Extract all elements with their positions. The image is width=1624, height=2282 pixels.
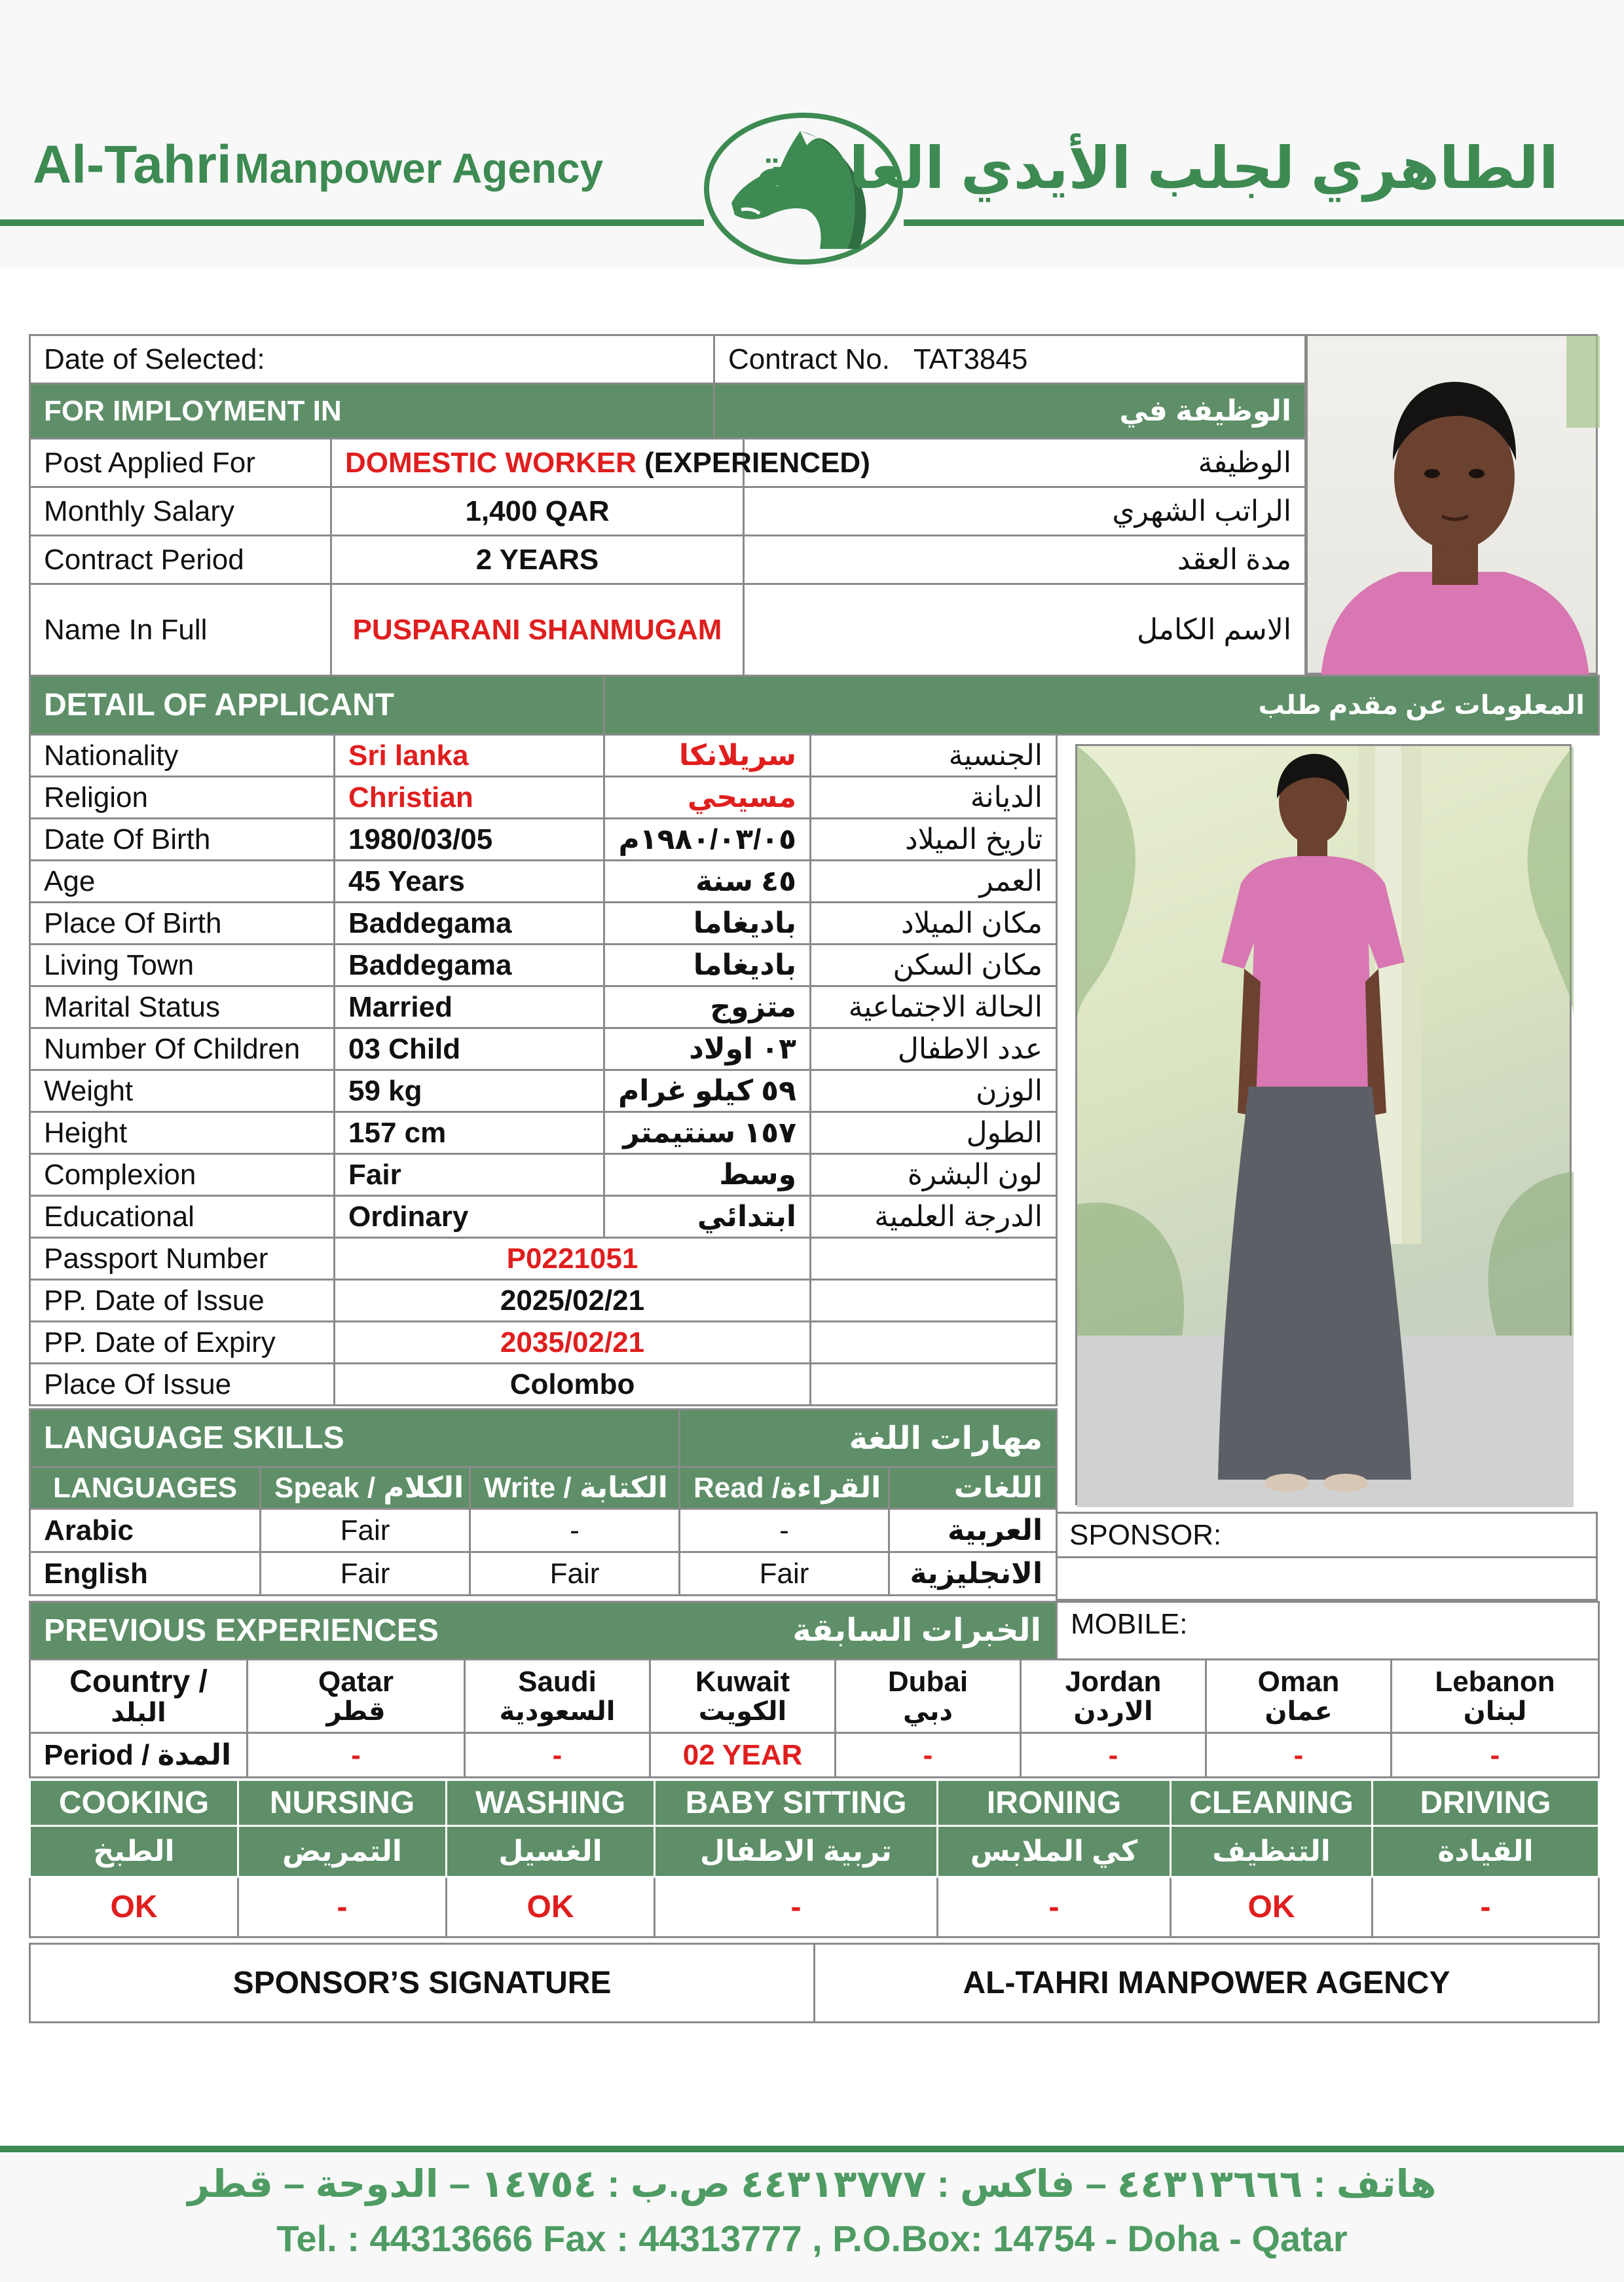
skill-name: BABY SITTING [655, 1780, 938, 1826]
country-period: - [1392, 1733, 1599, 1778]
language-column-header: Read /القراءة [680, 1467, 889, 1509]
country-name-ar: الكويت [698, 1696, 787, 1726]
experience-title: PREVIOUS EXPERIENCES [44, 1613, 439, 1648]
period-label-cell [30, 536, 331, 584]
full-body-photo [1075, 744, 1572, 1505]
sponsor-signature-cell[interactable] [30, 1944, 815, 2023]
salary-label-ar: الراتب الشهري [1112, 495, 1292, 527]
applicant-field-label-ar: الطول [811, 1112, 1057, 1154]
sponsor-signature-label: SPONSOR’S SIGNATURE [232, 1966, 612, 2000]
language-title-ar: مهارات اللغة [849, 1421, 1043, 1456]
skill-name-ar: القيادة [1373, 1826, 1599, 1877]
post-value-cell [331, 439, 870, 487]
applicant-field-value-ar: ٤٥ سنة [604, 861, 811, 903]
applicant-field-label-ar: العمر [811, 861, 1057, 903]
name-label-cell [30, 584, 331, 676]
applicant-field-label-ar: مكان الميلاد [811, 903, 1057, 945]
language-rows [30, 1509, 1057, 1596]
country-period: - [1021, 1733, 1206, 1778]
country-period: - [465, 1733, 650, 1778]
post-label-ar: الوظيفة [1198, 447, 1292, 479]
applicant-field-value: Fair [335, 1154, 604, 1196]
applicant-field-value: Christian [335, 777, 604, 819]
country-name: Dubai [887, 1666, 969, 1698]
country-period: - [836, 1733, 1021, 1778]
applicant-field-label: Living Town [30, 945, 335, 986]
country-cell [465, 1660, 650, 1733]
language-header [30, 1410, 680, 1467]
language-speak: Fair [261, 1509, 470, 1552]
name-value-cell [331, 584, 744, 676]
mobile-label: MOBILE: [1071, 1608, 1188, 1640]
skill-value: - [938, 1877, 1171, 1937]
portrait-figure [1308, 336, 1600, 677]
salary-label: Monthly Salary [44, 495, 235, 527]
applicant-field-label: Educational [30, 1196, 335, 1238]
country-cell [650, 1660, 836, 1733]
applicant-field-value-ar: ١٥٧ سنتيمتر [604, 1112, 811, 1154]
header-rule-right [904, 219, 1624, 226]
applicant-field-value: Sri lanka [335, 735, 604, 777]
passport-field-label: Passport Number [30, 1238, 335, 1280]
salary-value-cell [331, 487, 744, 536]
language-column-headers [30, 1467, 1057, 1509]
country-name-ar: دبي [902, 1696, 953, 1726]
letterhead [0, 0, 1624, 269]
applicant-field-label: Place Of Birth [30, 903, 335, 945]
country-label: Country / [69, 1664, 208, 1700]
country-name-ar: السعودية [499, 1696, 616, 1726]
applicant-field-label-ar: الديانة [811, 777, 1057, 819]
experience-title-ar: الخبرات السابقة [792, 1613, 1041, 1648]
brand-name-main: Al-Tahri [33, 135, 232, 195]
skill-name: COOKING [30, 1780, 238, 1826]
country-name-ar: الاردن [1073, 1696, 1153, 1726]
passport-field-blank [811, 1238, 1057, 1280]
skill-value: - [238, 1877, 447, 1937]
country-header-cell [30, 1660, 248, 1733]
applicant-field-label-ar: لون البشرة [811, 1154, 1057, 1196]
applicant-field-value: Baddegama [335, 903, 604, 945]
language-name: English [30, 1552, 261, 1596]
passport-field-label: PP. Date of Expiry [30, 1322, 335, 1364]
passport-field-blank [811, 1364, 1057, 1406]
passport-field-value: Colombo [335, 1364, 811, 1406]
name-label-ar: الاسم الكامل [1137, 614, 1292, 646]
applicant-field-label-ar: مكان السكن [811, 945, 1057, 986]
language-row [30, 1552, 1057, 1596]
brand-name-arabic: الطاهري لجلب الأيدي العاملة [754, 136, 1559, 200]
employment-title: FOR IMPLOYMENT IN [44, 394, 342, 427]
applicant-field-label: Height [30, 1112, 335, 1154]
signature-table [29, 1943, 1600, 2023]
country-period: - [248, 1733, 465, 1778]
skill-name-ar: الطبخ [30, 1826, 238, 1877]
applicant-field-value: Ordinary [335, 1196, 604, 1238]
applicant-field-label: Complexion [30, 1154, 335, 1196]
applicant-field-value-ar: ١٩٨٠/٠٣/٠٥م [604, 819, 811, 861]
name-label-ar-cell [744, 584, 1306, 676]
language-column-header: اللغات [889, 1467, 1057, 1509]
employment-header-ar [714, 384, 1306, 439]
applicant-title-ar: المعلومات عن مقدم طلب [1258, 690, 1585, 720]
passport-field-label: PP. Date of Issue [30, 1280, 335, 1322]
period-label-ar: مدة العقد [1177, 544, 1292, 576]
sponsor-box [1056, 1512, 1598, 1556]
applicant-title: DETAIL OF APPLICANT [44, 688, 395, 722]
skills-english-row [30, 1780, 1599, 1826]
language-read: - [680, 1509, 889, 1552]
post-qualifier: (EXPERIENCED) [644, 446, 870, 479]
skill-value: OK [30, 1877, 238, 1937]
experience-header [30, 1602, 1057, 1660]
skill-name: CLEANING [1171, 1780, 1373, 1826]
skill-value: - [655, 1877, 938, 1937]
applicant-field-label-ar: تاريخ الميلاد [811, 819, 1057, 861]
sponsor-label: SPONSOR: [1069, 1519, 1222, 1551]
applicant-field-value: 03 Child [335, 1028, 604, 1070]
skills-value-row [30, 1877, 1599, 1937]
applicant-field-label: Weight [30, 1070, 335, 1112]
skill-value: OK [447, 1877, 655, 1937]
sponsor-blank [1056, 1556, 1598, 1601]
country-name-ar: قطر [326, 1696, 386, 1726]
country-name-ar: عمان [1264, 1696, 1333, 1726]
skill-name-ar: التنظيف [1171, 1826, 1373, 1877]
applicant-field-label-ar: الحالة الاجتماعية [811, 986, 1057, 1028]
language-write: Fair [470, 1552, 680, 1596]
country-name: Qatar [318, 1666, 394, 1698]
mobile-box [1057, 1602, 1599, 1660]
applicant-field-label: Religion [30, 777, 335, 819]
experience-header-table [29, 1601, 1600, 1660]
applicant-field-label-ar: الجنسية [811, 735, 1057, 777]
applicant-field-value-ar: باديغاما [604, 945, 811, 986]
experience-countries-row [30, 1660, 1599, 1733]
country-name-ar: لبنان [1463, 1696, 1527, 1726]
footer-rule [0, 2146, 1624, 2152]
applicant-field-value-ar: ٠٣ اولاد [604, 1028, 811, 1070]
skill-name-ar: الغسيل [447, 1826, 655, 1877]
salary-label-cell [30, 487, 331, 536]
applicant-field-value: 45 Years [335, 861, 604, 903]
applicant-field-value-ar: مسيحي [604, 777, 811, 819]
applicant-field-label: Number Of Children [30, 1028, 335, 1070]
country-cell [1206, 1660, 1392, 1733]
applicant-field-label: Age [30, 861, 335, 903]
applicant-field-value-ar: متزوج [604, 986, 811, 1028]
country-cell [1392, 1660, 1599, 1733]
country-name: Jordan [1065, 1666, 1162, 1698]
contract-cell [714, 335, 1306, 384]
passport-field-value: 2035/02/21 [335, 1322, 811, 1364]
salary-label-ar-cell [744, 487, 1306, 536]
full-name-value: PUSPARANI SHANMUGAM [352, 613, 722, 646]
salary-value: 1,400 QAR [465, 495, 610, 527]
applicant-field-value: Baddegama [335, 945, 604, 986]
period-label: Contract Period [44, 543, 244, 576]
language-header-ar [680, 1410, 1057, 1467]
country-period: - [1206, 1733, 1392, 1778]
language-column-header: LANGUAGES [30, 1467, 261, 1509]
passport-field-blank [811, 1322, 1057, 1364]
passport-field-value: P0221051 [335, 1238, 811, 1280]
skills-table [29, 1779, 1600, 1938]
full-body-figure [1077, 746, 1574, 1507]
skills-arabic-row [30, 1826, 1599, 1877]
skill-name-ar: التمريض [238, 1826, 447, 1877]
applicant-field-value: Married [335, 986, 604, 1028]
contract-label: Contract No. [728, 343, 890, 375]
applicant-field-value-ar: وسط [604, 1154, 811, 1196]
skill-name: IRONING [938, 1780, 1171, 1826]
skill-name: WASHING [447, 1780, 655, 1826]
date-selected-label: Date of Selected: [44, 343, 265, 375]
passport-field-label: Place Of Issue [30, 1364, 335, 1406]
applicant-field-value: 157 cm [335, 1112, 604, 1154]
country-cell [248, 1660, 465, 1733]
language-column-header: Speak / الكلام [261, 1467, 470, 1509]
post-label: Post Applied For [44, 446, 255, 479]
applicant-field-label-ar: الدرجة العلمية [811, 1196, 1057, 1238]
agency-signature-label: AL-TAHRI MANPOWER AGENCY [963, 1966, 1450, 2000]
country-cell [1021, 1660, 1206, 1733]
country-name: Oman [1257, 1666, 1340, 1698]
brand-name-english [33, 134, 603, 196]
applicant-field-label: Nationality [30, 735, 335, 777]
post-label-cell [30, 439, 331, 487]
skill-name: DRIVING [1373, 1780, 1599, 1826]
language-row [30, 1509, 1057, 1552]
applicant-field-label-ar: الوزن [811, 1070, 1057, 1112]
employment-header [30, 384, 714, 439]
period-row-label: Period / المدة [30, 1733, 248, 1778]
language-speak: Fair [261, 1552, 470, 1596]
language-column-header: Write / الكتابة [470, 1467, 680, 1509]
agency-signature-cell[interactable] [815, 1944, 1599, 2023]
contract-number: TAT3845 [913, 343, 1028, 375]
applicant-field-value-ar: باديغاما [604, 903, 811, 945]
skill-name: NURSING [238, 1780, 447, 1826]
skill-name-ar: تربية الاطفال [655, 1826, 938, 1877]
language-title: LANGUAGE SKILLS [44, 1421, 344, 1455]
passport-field-blank [811, 1280, 1057, 1322]
language-name-ar: الانجليزية [889, 1552, 1057, 1596]
applicant-field-value-ar: سريلانكا [604, 735, 811, 777]
country-name: Saudi [518, 1666, 597, 1698]
language-write: - [470, 1509, 680, 1552]
header-rule-left [0, 219, 704, 226]
applicant-header [30, 676, 604, 735]
applicant-header-ar [604, 676, 1599, 735]
period-value-cell [331, 536, 744, 584]
period-value: 2 YEARS [475, 543, 599, 576]
language-read: Fair [680, 1552, 889, 1596]
brand-name-rest: Manpower Agency [234, 145, 604, 192]
skill-value: OK [1171, 1877, 1373, 1937]
post-value: DOMESTIC WORKER [345, 446, 637, 479]
country-period: 02 YEAR [650, 1733, 836, 1778]
footer-contact-english: Tel. : 44313666 Fax : 44313777 , P.O.Box: 14754 - Doha - Qatar [276, 2218, 1348, 2259]
applicant-field-label-ar: عدد الاطفال [811, 1028, 1057, 1070]
portrait-photo [1306, 334, 1598, 675]
employment-table [29, 334, 1306, 677]
passport-field-value: 2025/02/21 [335, 1280, 811, 1322]
applicant-field-value-ar: ابتدائي [604, 1196, 811, 1238]
applicant-field-label: Marital Status [30, 986, 335, 1028]
experience-table [29, 1658, 1600, 1778]
country-name: Kuwait [695, 1666, 790, 1698]
applicant-field-value: 59 kg [335, 1070, 604, 1112]
language-name: Arabic [30, 1509, 261, 1552]
applicant-field-value-ar: ٥٩ كيلو غرام [604, 1070, 811, 1112]
country-name: Lebanon [1435, 1666, 1555, 1698]
experience-periods-row [30, 1733, 1599, 1778]
name-label: Name In Full [44, 613, 208, 646]
language-name-ar: العربية [889, 1509, 1057, 1552]
country-cell [836, 1660, 1021, 1733]
language-table [29, 1408, 1058, 1596]
country-label-ar: البلد [111, 1698, 166, 1727]
applicant-field-value: 1980/03/05 [335, 819, 604, 861]
employment-title-ar: الوظيفة في [1119, 395, 1292, 427]
skill-value: - [1373, 1877, 1599, 1937]
applicant-field-label: Date Of Birth [30, 819, 335, 861]
skill-name-ar: كي الملابس [938, 1826, 1171, 1877]
period-label-ar-cell [744, 536, 1306, 584]
footer-contact-arabic: هاتف : ٤٤٣١٣٦٦٦ – فاكس : ٤٤٣١٣٧٧٧ ص.ب : ١٤٧٥٤ – الدوحة – قطر [187, 2163, 1437, 2205]
date-selected-cell [30, 335, 714, 384]
